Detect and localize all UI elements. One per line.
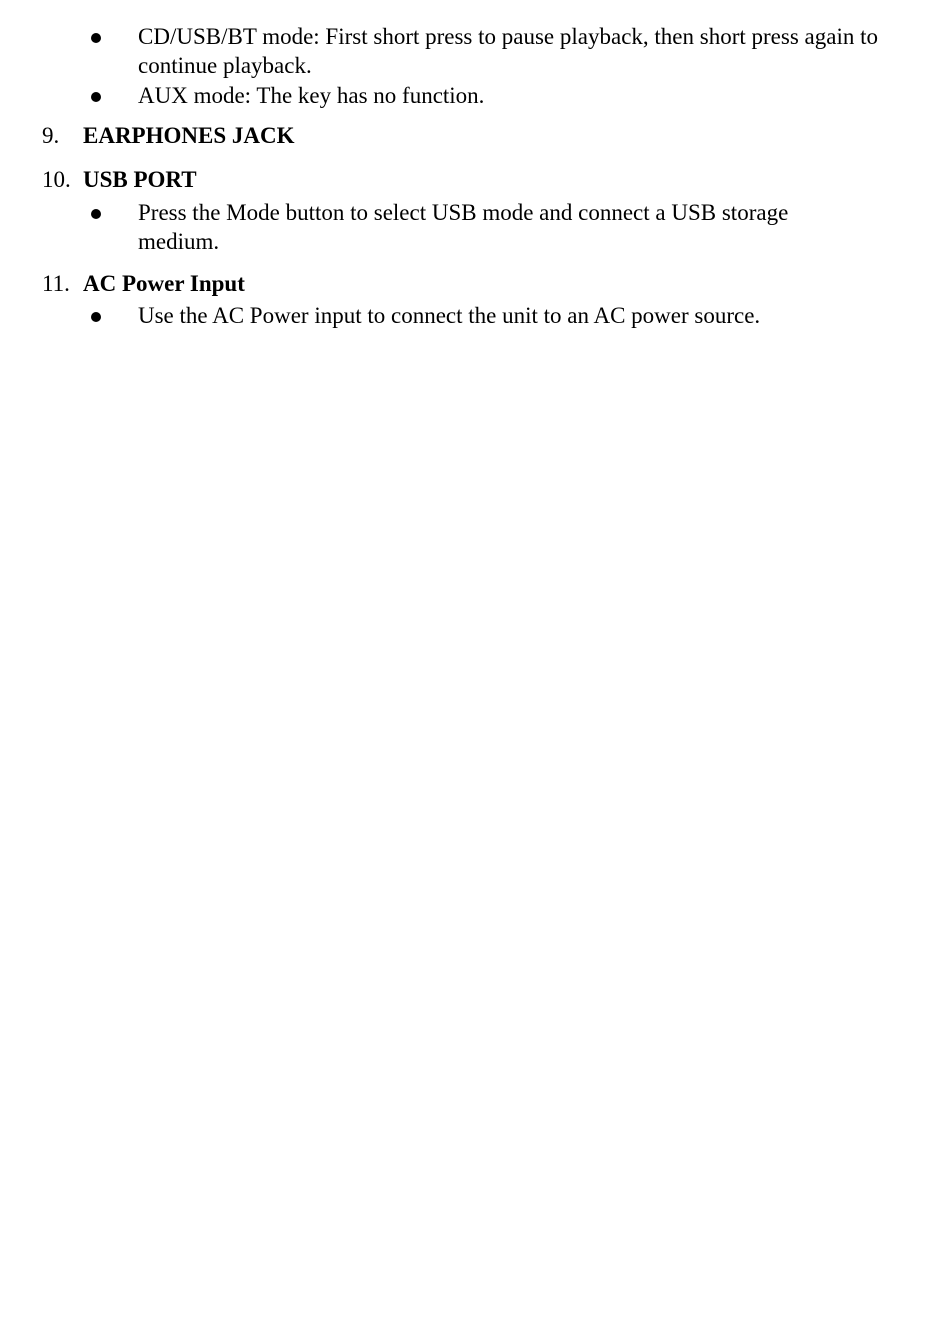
item-title: USB PORT (83, 167, 197, 192)
bullet-text: CD/USB/BT mode: First short press to pause playback, then short press again to continue playback. (138, 24, 878, 78)
bullet-icon (91, 92, 101, 102)
item-number: 9. (42, 123, 60, 148)
bullet-icon (91, 312, 101, 322)
item-title: AC Power Input (83, 271, 245, 296)
item-title: EARPHONES JACK (83, 123, 295, 148)
bullet-icon (91, 209, 101, 219)
item-number: 10. (42, 167, 71, 192)
bullet-icon (91, 33, 101, 43)
item-number: 11. (42, 271, 70, 296)
bullet-text: Press the Mode button to select USB mode and connect a USB storage medium. (138, 200, 789, 254)
bullet-text: AUX mode: The key has no function. (138, 83, 485, 108)
bullet-text: Use the AC Power input to connect the unit to an AC power source. (138, 303, 761, 328)
